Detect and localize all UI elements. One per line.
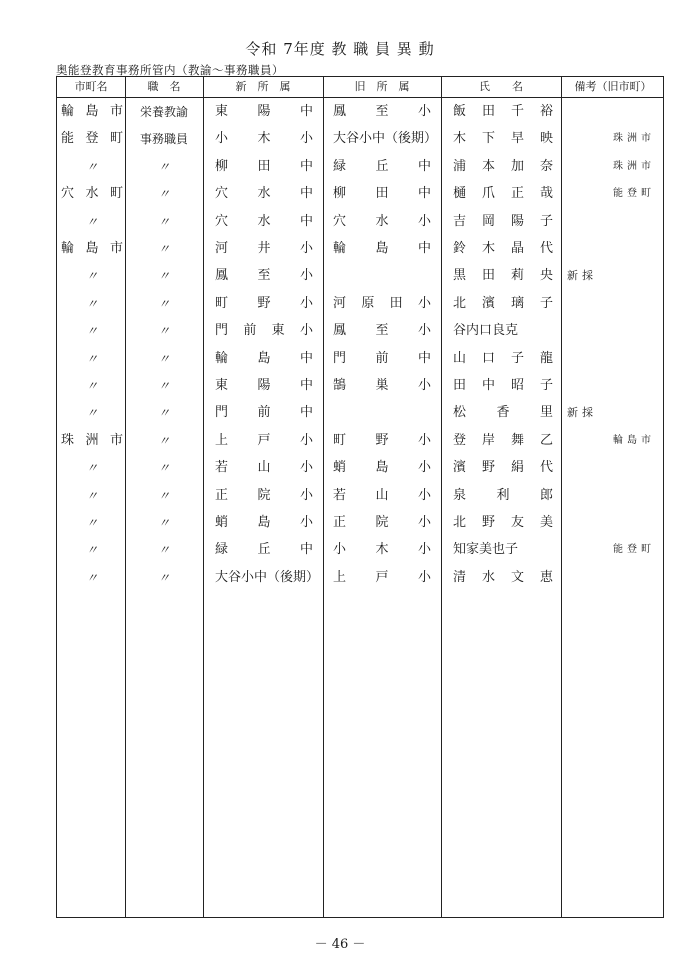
cell-role: 〃 [157, 570, 170, 585]
cell-role: 〃 [157, 159, 170, 174]
header-note: 備考（旧市町） [574, 80, 652, 93]
cell-role: 〃 [157, 461, 170, 476]
cell-role: 栄養教諭 [139, 105, 188, 119]
cell-old-school: 河 原 田 小 [333, 295, 431, 311]
cell-role: 〃 [157, 543, 170, 558]
cell-city: 〃 [85, 351, 98, 366]
cell-name: 山 口 子 龍 [453, 350, 553, 366]
table-row [57, 126, 663, 152]
table-header [57, 77, 663, 97]
cell-new-school: 鳳 至 小 [215, 268, 313, 284]
cell-new-school: 穴 水 中 [215, 186, 313, 202]
cell-new-school: 町 野 小 [215, 295, 313, 311]
table-row [57, 318, 663, 344]
cell-old-school: 上 戸 小 [333, 569, 431, 585]
cell-role: 〃 [157, 324, 170, 339]
cell-role: 〃 [157, 433, 170, 448]
cell-city: 〃 [85, 516, 98, 530]
cell-name: 浦 本 加 奈 [453, 158, 553, 174]
cell-name: 木 下 早 映 [453, 131, 553, 147]
header-name: 氏 名 [479, 80, 523, 93]
cell-new-school: 緑 丘 中 [215, 542, 313, 558]
cell-role: 〃 [157, 488, 170, 503]
cell-note: 新採 [567, 269, 597, 283]
cell-old-school: 大谷小中（後期） [333, 131, 438, 147]
cell-name: 黒 田 莉 央 [453, 268, 553, 284]
cell-new-school: 小 木 小 [215, 131, 313, 147]
cell-city: 〃 [85, 406, 98, 421]
cell-note [567, 455, 655, 481]
cell-old-school: 鳳 至 小 [333, 104, 431, 119]
table-row [57, 99, 663, 125]
cell-name: 松 香 里 [453, 405, 553, 421]
header-divider [57, 97, 663, 98]
cell-note [567, 346, 655, 372]
cell-name: 吉 岡 陽 子 [453, 213, 553, 229]
cell-city: 能 登 町 [61, 131, 123, 147]
cell-note [567, 236, 655, 262]
cell-note [567, 209, 655, 235]
cell-old-school: 鳳 至 小 [333, 323, 431, 339]
cell-note: 輪島市 [613, 434, 655, 446]
cell-role: 〃 [157, 351, 170, 366]
transfer-table [56, 76, 664, 918]
cell-name: 北 濱 璃 子 [453, 295, 553, 311]
cell-old-school: 穴 水 小 [333, 213, 431, 229]
cell-old-school: 鵠 巣 小 [333, 378, 431, 393]
cell-new-school: 東 陽 中 [215, 104, 313, 119]
cell-old-school: 町 野 小 [333, 432, 431, 448]
cell-role: 〃 [157, 379, 170, 393]
cell-city: 〃 [85, 543, 98, 558]
cell-name: 北 野 友 美 [453, 515, 553, 530]
cell-note [567, 565, 655, 591]
table-row [57, 400, 663, 426]
cell-old-school [333, 400, 431, 426]
cell-role: 〃 [157, 516, 170, 530]
cell-city: 穴 水 町 [61, 186, 123, 202]
cell-old-school: 小 木 小 [333, 542, 431, 558]
table-row [57, 236, 663, 262]
page-title: 令和 7年度 教 職 員 異 動 [245, 40, 435, 58]
cell-name: 飯 田 千 裕 [453, 104, 553, 119]
cell-city: 輪 島 市 [61, 241, 123, 256]
cell-note [567, 99, 655, 125]
cell-city: 〃 [85, 461, 98, 476]
cell-old-school: 輪 島 中 [333, 241, 431, 256]
page-number: － 46 － [314, 937, 366, 952]
cell-city: 〃 [85, 159, 98, 174]
table-row [57, 181, 663, 207]
cell-city: 〃 [85, 379, 98, 393]
cell-name: 知家美也子 [453, 542, 519, 558]
cell-new-school: 門 前 中 [215, 405, 313, 421]
cell-role: 事務職員 [139, 132, 188, 147]
cell-new-school: 東 陽 中 [215, 378, 313, 393]
cell-role: 〃 [157, 406, 170, 421]
table-row [57, 428, 663, 454]
cell-name: 谷内口良克 [453, 323, 519, 339]
cell-role: 〃 [157, 214, 170, 229]
cell-note: 珠洲市 [613, 133, 655, 145]
cell-city: 〃 [85, 269, 98, 284]
cell-new-school: 蛸 島 小 [215, 515, 313, 530]
table-row [57, 455, 663, 481]
cell-role: 〃 [157, 187, 170, 202]
cell-old-school [333, 263, 431, 289]
table-row [57, 263, 663, 289]
table-row [57, 537, 663, 563]
cell-name: 鈴 木 晶 代 [453, 241, 553, 256]
cell-role: 〃 [157, 269, 170, 284]
cell-name: 清 水 文 恵 [453, 569, 553, 585]
cell-note [567, 373, 655, 399]
table-row [57, 291, 663, 317]
cell-note [567, 483, 655, 509]
cell-name: 濱 野 絹 代 [453, 460, 553, 476]
cell-new-school: 若 山 小 [215, 460, 313, 476]
cell-name: 登 岸 舞 乙 [453, 432, 553, 448]
table-row [57, 346, 663, 372]
cell-note: 珠洲市 [613, 160, 655, 172]
table-row [57, 373, 663, 399]
cell-new-school: 穴 水 中 [215, 213, 313, 229]
page-subtitle: 奥能登教育事務所管内（教諭〜事務職員） [56, 63, 284, 77]
cell-city: 〃 [85, 296, 98, 311]
cell-note [567, 318, 655, 344]
cell-role: 〃 [157, 242, 170, 256]
cell-name: 田 中 昭 子 [453, 378, 553, 393]
cell-name: 泉 利 郎 [453, 487, 553, 503]
cell-note: 能登町 [613, 188, 655, 200]
table-row [57, 510, 663, 536]
table-row [57, 154, 663, 180]
cell-city: 珠 洲 市 [61, 432, 123, 448]
cell-old-school: 正 院 小 [333, 515, 431, 530]
cell-new-school: 大谷小中（後期） [215, 569, 320, 585]
cell-old-school: 柳 田 中 [333, 186, 431, 202]
cell-note: 能登町 [613, 544, 655, 556]
cell-city: 〃 [85, 214, 98, 229]
cell-city: 輪 島 市 [61, 104, 123, 119]
cell-new-school: 門 前 東 小 [215, 323, 313, 339]
cell-city: 〃 [85, 324, 98, 339]
cell-note [567, 510, 655, 536]
cell-note: 新採 [567, 406, 597, 420]
cell-city: 〃 [85, 488, 98, 503]
cell-new-school: 柳 田 中 [215, 158, 313, 174]
cell-old-school: 門 前 中 [333, 350, 431, 366]
table-row [57, 565, 663, 591]
cell-city: 〃 [85, 570, 98, 585]
cell-new-school: 上 戸 小 [215, 432, 313, 448]
table-row [57, 483, 663, 509]
cell-old-school: 蛸 島 小 [333, 460, 431, 476]
cell-new-school: 正 院 小 [215, 487, 313, 503]
cell-role: 〃 [157, 296, 170, 311]
cell-new-school: 河 井 小 [215, 241, 313, 256]
cell-new-school: 輪 島 中 [215, 350, 313, 366]
header-city: 市町名 [74, 80, 108, 93]
table-row [57, 209, 663, 235]
header-role: 職 名 [147, 80, 181, 93]
cell-note [567, 291, 655, 317]
cell-old-school: 若 山 小 [333, 487, 431, 503]
header-old-school: 旧 所 属 [354, 80, 410, 93]
header-new-school: 新 所 属 [235, 80, 291, 93]
cell-old-school: 緑 丘 中 [333, 158, 431, 174]
cell-name: 樋 爪 正 哉 [453, 186, 553, 202]
